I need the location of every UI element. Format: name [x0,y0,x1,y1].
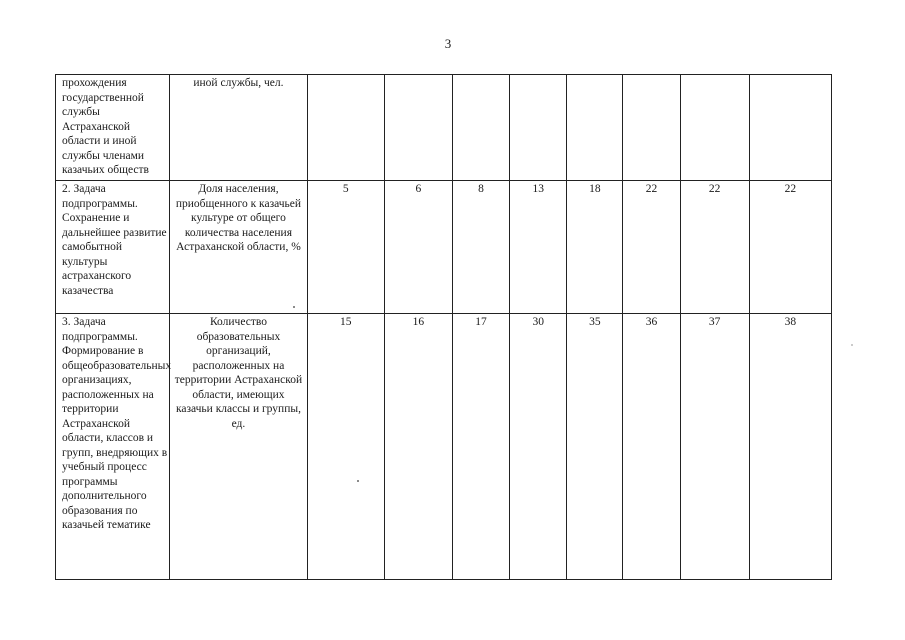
value-cell: 8 [452,181,509,314]
value-cell: 17 [452,314,509,580]
value-cell: 30 [510,314,567,580]
scan-speck [293,306,295,308]
scan-speck [357,480,359,482]
indicator-cell: иной службы, чел. [170,75,307,181]
value-cell: 18 [567,181,623,314]
value-cell [452,75,509,181]
table-row [56,314,832,580]
task-cell: 3. Задача подпрограммы. Формирование в общеобразовательных организациях, расположенных на территории Астраханской области, классов и групп, внедряющих в учебный процесс программы дополнительного образования по казачьей тематике [56,314,170,580]
value-cell: 35 [567,314,623,580]
value-cell [623,75,680,181]
value-cell: 6 [384,181,452,314]
value-cell [384,75,452,181]
value-cell: 37 [680,314,749,580]
table-row [56,181,832,314]
value-cell: 36 [623,314,680,580]
value-cell [567,75,623,181]
indicator-cell: Доля населения, приобщенного к казачьей культуре от общего количества населения Астраханской области, % [170,181,307,314]
value-cell: 22 [749,181,831,314]
value-cell: 15 [307,314,384,580]
task-cell: прохождения государственной службы Астраханской области и иной службы членами казачьих обществ [56,75,170,181]
value-cell: 38 [749,314,831,580]
value-cell: 22 [680,181,749,314]
indicators-table [55,74,832,580]
scan-speck [851,344,853,346]
value-cell: 16 [384,314,452,580]
value-cell: 5 [307,181,384,314]
value-cell: 13 [510,181,567,314]
value-cell [307,75,384,181]
indicator-cell: Количество образовательных организаций, расположенных на территории Астраханской области, имеющих казачьи классы и группы, ед. [170,314,307,580]
value-cell [680,75,749,181]
value-cell: 22 [623,181,680,314]
table-row [56,75,832,181]
value-cell [510,75,567,181]
value-cell [749,75,831,181]
page-number: 3 [444,36,452,51]
task-cell: 2. Задача подпрограммы. Сохранение и дальнейшее развитие самобытной культуры астраханского казачества [56,181,170,314]
